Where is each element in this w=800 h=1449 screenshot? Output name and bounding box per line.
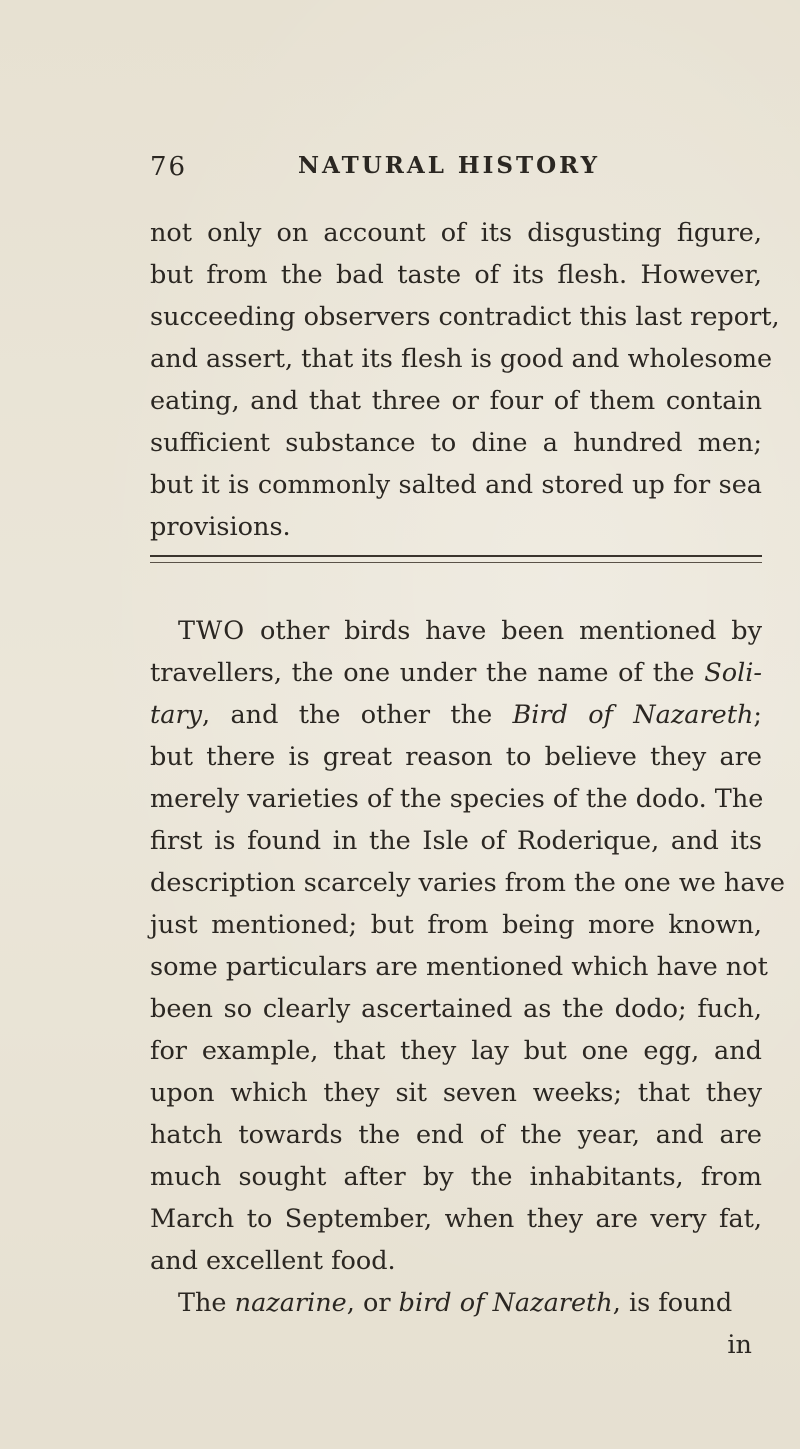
- page-number: 76: [150, 152, 188, 182]
- text-line: much sought after by the inhabitants, from: [150, 1162, 762, 1192]
- paragraph-2: [150, 610, 786, 1366]
- text-fragment: , and the other the: [202, 700, 513, 730]
- text-line: provisions.: [150, 512, 291, 542]
- text-fragment: ;: [753, 700, 762, 730]
- running-head: [150, 140, 750, 200]
- paragraph-1: [150, 212, 780, 548]
- text-line: first is found in the Isle of Roderique, and its: [150, 826, 762, 856]
- running-title: NATURAL HISTORY: [298, 152, 600, 179]
- italic-term: bird of Nazareth: [398, 1288, 613, 1318]
- text-line: just mentioned; but from being more known,: [150, 910, 762, 940]
- opening-word: TWO: [178, 616, 246, 646]
- text-line: but it is commonly salted and stored up for sea: [150, 470, 762, 500]
- text-fragment: travellers, the one under the name of the: [150, 658, 705, 688]
- text-line: hatch towards the end of the year, and are: [150, 1120, 762, 1150]
- text-line: been so clearly ascertained as the dodo; fuch,: [150, 994, 762, 1024]
- text-line: [150, 610, 762, 652]
- section-divider: [150, 555, 762, 563]
- text-line: and excellent food.: [150, 1246, 396, 1276]
- text-line: [150, 694, 762, 736]
- text-line: eating, and that three or four of them contain: [150, 386, 762, 416]
- paragraph-3: [150, 1282, 762, 1324]
- text-line: [150, 652, 762, 694]
- italic-term: Bird of Nazareth: [512, 700, 754, 730]
- text-line: upon which they sit seven weeks; that they: [150, 1078, 762, 1108]
- italic-term: tary: [150, 700, 203, 730]
- text-line: but there is great reason to believe they are: [150, 742, 762, 772]
- text-line: not only on account of its disgusting figure,: [150, 218, 762, 248]
- text-line: for example, that they lay but one egg, and: [150, 1036, 762, 1066]
- text-line: description scarcely varies from the one we have: [150, 868, 786, 898]
- text-line: some particulars are mentioned which have not: [150, 952, 768, 982]
- text-fragment: , or: [346, 1288, 399, 1318]
- text-fragment: The: [178, 1288, 235, 1318]
- text-fragment: , is found: [612, 1288, 733, 1318]
- italic-term: Soli-: [704, 658, 762, 688]
- catchword: in: [727, 1330, 752, 1360]
- text-fragment: other birds have been mentioned by: [245, 616, 762, 646]
- text-line: and assert, that its flesh is good and wholesome: [150, 344, 773, 374]
- text-line: succeeding observers contradict this last report,: [150, 302, 780, 332]
- text-line: March to September, when they are very fat,: [150, 1204, 762, 1234]
- text-line: sufficient substance to dine a hundred men;: [150, 428, 762, 458]
- text-line: but from the bad taste of its flesh. However,: [150, 260, 762, 290]
- text-line: merely varieties of the species of the dodo. The: [150, 784, 764, 814]
- italic-term: nazarine: [234, 1288, 347, 1318]
